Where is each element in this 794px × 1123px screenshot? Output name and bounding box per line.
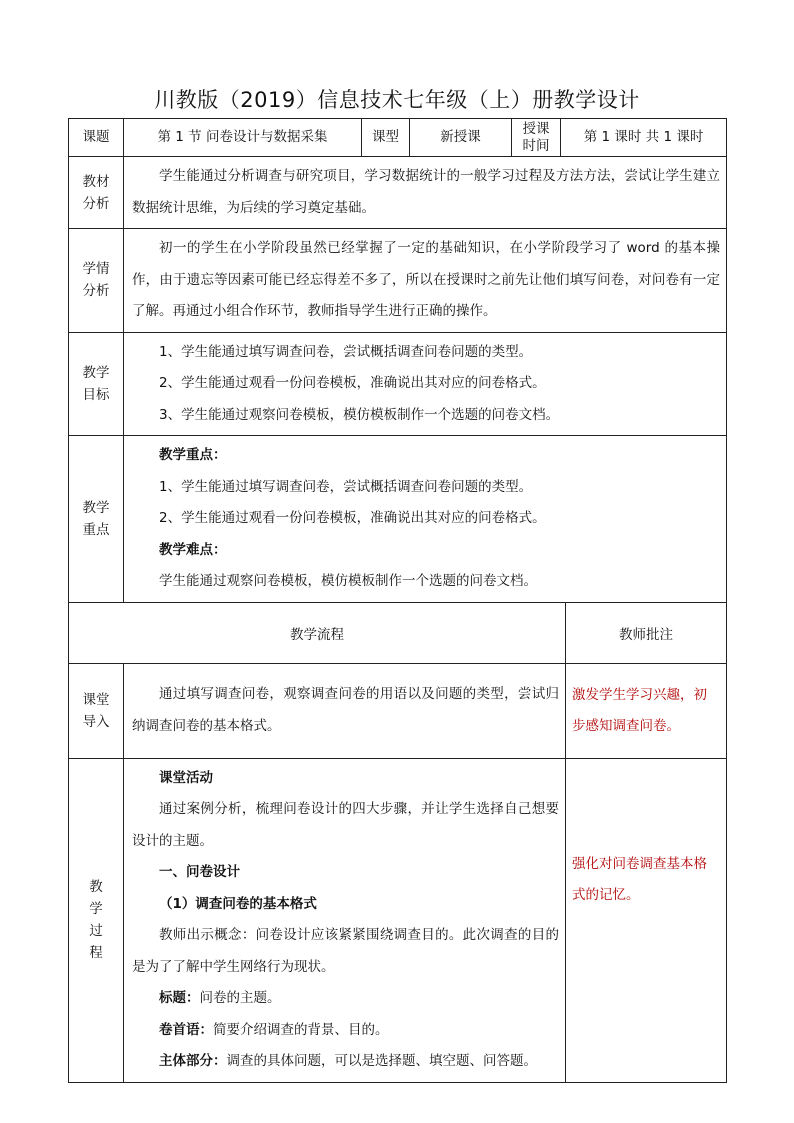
process-content [124, 758, 566, 1082]
intro-label-line1: 课堂 [82, 691, 110, 708]
format-item [132, 1015, 559, 1047]
learner-label-line2: 分析 [82, 283, 110, 300]
topic-label: 课题 [69, 119, 124, 157]
focus-item: 2、学生能通过观看一份问卷模板，准确说出其对应的问卷格式。 [159, 510, 546, 526]
goals-label-line2: 目标 [82, 386, 110, 403]
lesson-plan-table [68, 118, 727, 1083]
format-item-key: 卷首语： [159, 1021, 213, 1038]
goals-label-line1: 教学 [82, 364, 110, 381]
process-label [69, 758, 124, 1082]
goal-item: 2、学生能通过观看一份问卷模板，准确说出其对应的问卷格式。 [159, 375, 546, 391]
process-label-char: 学 [89, 901, 103, 917]
material-content [124, 157, 727, 229]
process-row [69, 758, 727, 1082]
section-title: 一、问卷设计 [159, 864, 240, 880]
keypoints-label-line2: 重点 [82, 521, 110, 538]
type-value: 新授课 [410, 119, 512, 157]
learner-text: 初一的学生在小学阶段虽然已经掌握了一定的基础知识，在小学阶段学习了 word 的基本操作，由于遗忘等因素可能已经忘得差不多了，所以在授课时之前先让他们填写问卷，对问卷有一定了解。再通过小组合作环节，教师指导学生进行正确的操作。 [132, 240, 721, 319]
process-label-char: 教 [89, 879, 103, 895]
intro-note: 激发学生学习兴趣，初步感知调查问卷。 [566, 663, 727, 758]
activity-text: 通过案例分析，梳理问卷设计的四大步骤，并让学生选择自己想要设计的主题。 [132, 801, 559, 849]
topic-value: 第 1 节 问卷设计与数据采集 [124, 119, 362, 157]
difficulty-text: 学生能通过观察问卷模板，模仿模板制作一个选题的问卷文档。 [159, 573, 537, 589]
flow-header-row [69, 602, 727, 663]
header-row [69, 119, 727, 157]
goal-item: 3、学生能通过观察问卷模板，模仿模板制作一个选题的问卷文档。 [159, 406, 560, 423]
activity-title: 课堂活动 [159, 769, 213, 786]
type-label: 课型 [362, 119, 410, 157]
learner-row [69, 229, 727, 333]
time-label [512, 119, 561, 157]
format-item-value: 调查的具体问题，可以是选择题、填空题、问答题。 [226, 1053, 537, 1069]
keypoints-content [124, 436, 727, 603]
format-item-value: 简要介绍调查的背景、目的。 [213, 1021, 389, 1038]
format-item-value: 问卷的主题。 [199, 990, 281, 1006]
format-item [132, 983, 559, 1015]
time-label-line1: 授课 [522, 120, 550, 137]
process-label-char: 过 [89, 923, 103, 939]
intro-content [124, 663, 566, 758]
material-text: 学生能通过分析调查与研究项目，学习数据统计的一般学习过程及方法方法，尝试让学生建立数据统计思维，为后续的学习奠定基础。 [132, 168, 721, 216]
keypoints-label [69, 436, 124, 603]
learner-label-line1: 学情 [82, 261, 110, 278]
goals-row [69, 332, 727, 436]
page-title: 川教版（2019）信息技术七年级（上）册教学设计 [154, 88, 640, 112]
focus-item: 1、学生能通过填写调查问卷，尝试概括调查问卷问题的类型。 [159, 478, 533, 495]
flow-annotation-header: 教师批注 [566, 602, 727, 663]
time-label-line2: 时间 [522, 137, 550, 154]
intro-row [69, 663, 727, 758]
material-label-line1: 教材 [82, 173, 110, 190]
goals-label [69, 332, 124, 436]
teacher-text: 教师出示概念：问卷设计应该紧紧围绕调查目的。此次调查的目的是为了了解中学生网络行为现状。 [132, 927, 559, 975]
format-item-key: 主体部分： [159, 1053, 227, 1069]
goals-content [124, 332, 727, 436]
keypoints-label-line1: 教学 [82, 499, 110, 516]
time-value: 第 1 课时 共 1 课时 [561, 119, 727, 157]
format-item [132, 1046, 559, 1078]
flow-process-header: 教学流程 [69, 602, 566, 663]
goal-item: 1、学生能通过填写调查问卷，尝试概括调查问卷问题的类型。 [159, 343, 533, 360]
intro-label [69, 663, 124, 758]
learner-label [69, 229, 124, 333]
process-label-char: 程 [89, 945, 103, 961]
intro-text: 通过填写调查问卷，观察调查问卷的用语以及问题的类型，尝试归纳调查问卷的基本格式。 [132, 686, 559, 734]
format-item-key: 标题： [159, 990, 200, 1006]
sub-title: （1）调查问卷的基本格式 [159, 895, 317, 912]
process-note: 强化对问卷调查基本格式的记忆。 [566, 758, 727, 1082]
keypoints-row [69, 436, 727, 603]
difficulty-title: 教学难点： [159, 541, 227, 558]
material-label [69, 157, 124, 229]
intro-label-line2: 导入 [82, 713, 110, 730]
material-row [69, 157, 727, 229]
material-label-line2: 分析 [82, 195, 110, 212]
learner-content [124, 229, 727, 333]
focus-title: 教学重点： [159, 447, 227, 463]
